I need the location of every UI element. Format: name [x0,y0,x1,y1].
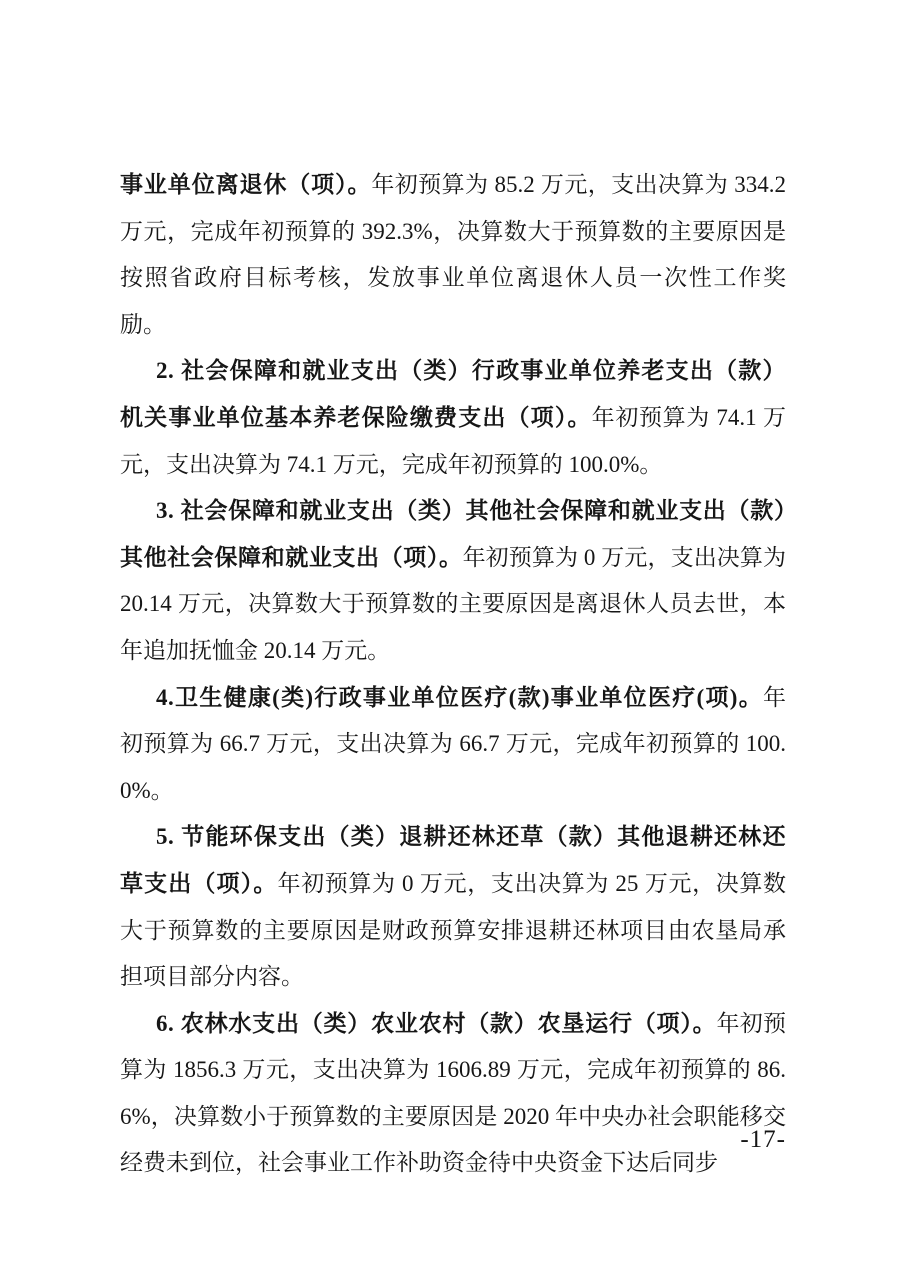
paragraph-1-body: 年初预算为 85.2 万元，支出决算为 334.2 万元，完成年初预算的 392.3%，决算数大于预算数的主要原因是按照省政府目标考核，发放事业单位离退休人员一次性工作奖励。 [120,172,787,337]
paragraph-6-body: 年初预算为 1856.3 万元，支出决算为 1606.89 万元，完成年初预算的 86.6%，决算数小于预算数的主要原因是 2020 年中央办社会职能移交经费未到位，社会事业工作补助资金待中央资金下达后同步 [120,1010,787,1176]
paragraph-6 [120,1001,786,1187]
page-number: -17- [740,1126,786,1153]
paragraph-3 [120,488,786,674]
paragraph-3-body: 年初预算为 0 万元，支出决算为 20.14 万元，决算数大于预算数的主要原因是离退休人员去世，本年追加抚恤金 20.14 万元。 [120,544,787,663]
page-content [120,162,786,1187]
paragraph-3-heading: 3. 社会保障和就业支出（类）其他社会保障和就业支出（款）其他社会保障和就业支出（项）。 [120,498,786,570]
paragraph-5 [120,814,786,1000]
paragraph-5-heading: 5. 节能环保支出（类）退耕还林还草（款）其他退耕还林还草支出（项）。 [120,824,786,896]
paragraph-4-body: 年初预算为 66.7 万元，支出决算为 66.7 万元，完成年初预算的 100.0%。 [120,684,786,803]
paragraph-5-body: 年初预算为 0 万元，支出决算为 25 万元，决算数大于预算数的主要原因是财政预算安排退耕还林项目由农垦局承担项目部分内容。 [120,870,787,990]
paragraph-1 [120,162,786,348]
paragraph-1-heading: 事业单位离退休（项）。 [120,172,372,197]
paragraph-2-body: 年初预算为 74.1 万元，支出决算为 74.1 万元，完成年初预算的 100.0%。 [120,404,787,477]
paragraph-2 [120,348,786,488]
paragraph-6-heading: 6. 农林水支出（类）农业农村（款）农垦运行（项）。 [156,1010,717,1036]
paragraph-2-heading: 2. 社会保障和就业支出（类）行政事业单位养老支出（款）机关事业单位基本养老保险缴费支出（项）。 [120,358,786,430]
paragraph-4 [120,675,786,815]
paragraph-4-heading: 4.卫生健康(类)行政事业单位医疗(款)事业单位医疗(项)。 [156,684,763,710]
